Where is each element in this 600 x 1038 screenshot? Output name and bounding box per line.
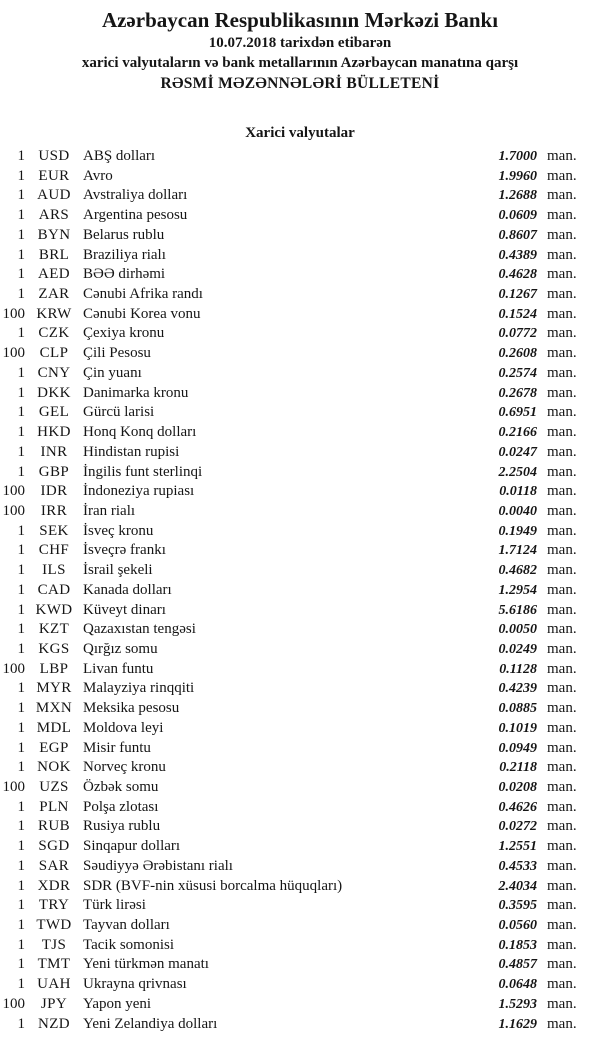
- currency-name: Qazaxıstan tengəsi: [83, 621, 196, 638]
- currency-unit: man.: [547, 818, 577, 835]
- currency-quantity: 1: [17, 424, 25, 441]
- table-row: [0, 679, 600, 699]
- currency-code: MYR: [36, 680, 72, 697]
- currency-unit: man.: [547, 857, 577, 874]
- currency-rate: 0.4628: [498, 267, 537, 283]
- currency-code: TJS: [41, 936, 67, 953]
- currency-name: Tayvan dolları: [83, 917, 170, 934]
- currency-unit: man.: [547, 976, 577, 993]
- currency-name: Yeni türkmən manatı: [83, 956, 209, 973]
- currency-unit: man.: [547, 502, 577, 519]
- currency-name: Livan funtu: [83, 660, 154, 677]
- table-row: [0, 837, 600, 857]
- currency-unit: man.: [547, 167, 577, 184]
- currency-unit: man.: [547, 838, 577, 855]
- currency-unit: man.: [547, 798, 577, 815]
- date-line: 10.07.2018 tarixdən etibarən: [208, 35, 392, 51]
- table-row: [0, 403, 600, 423]
- currency-name: Küveyt dinarı: [83, 601, 166, 618]
- currency-name: Argentina pesosu: [83, 207, 188, 224]
- currency-quantity: 1: [17, 226, 25, 243]
- currency-unit: man.: [547, 345, 577, 362]
- table-row: [0, 581, 600, 601]
- rates-table: [0, 147, 600, 1034]
- currency-name: Yapon yeni: [83, 995, 152, 1012]
- currency-quantity: 1: [17, 443, 25, 460]
- table-row: [0, 739, 600, 759]
- currency-quantity: 1: [17, 700, 25, 717]
- table-row: [0, 167, 600, 187]
- currency-rate: 0.4239: [498, 681, 537, 697]
- currency-name: Gürcü larisi: [83, 404, 155, 421]
- table-row: [0, 482, 600, 502]
- currency-code: MXN: [35, 700, 73, 717]
- currency-rate: 0.1853: [498, 937, 537, 953]
- currency-quantity: 1: [17, 167, 25, 184]
- currency-rate: 0.2678: [498, 385, 537, 401]
- table-row: [0, 699, 600, 719]
- currency-unit: man.: [547, 325, 577, 342]
- currency-quantity: 1: [17, 325, 25, 342]
- currency-code: DKK: [37, 384, 71, 401]
- currency-quantity: 1: [17, 581, 25, 598]
- currency-quantity: 1: [17, 246, 25, 263]
- currency-quantity: 1: [17, 897, 25, 914]
- currency-rate: 1.7000: [498, 149, 537, 164]
- currency-quantity: 1: [17, 798, 25, 815]
- currency-unit: man.: [547, 581, 577, 598]
- currency-rate: 0.6951: [498, 405, 537, 421]
- currency-rate: 0.0949: [498, 740, 537, 756]
- table-row: [0, 186, 600, 206]
- currency-unit: man.: [547, 443, 577, 460]
- currency-code: EGP: [39, 739, 69, 756]
- currency-quantity: 1: [17, 463, 25, 480]
- currency-unit: man.: [547, 660, 577, 677]
- currency-name: Hindistan rupisi: [83, 443, 180, 460]
- section-title: Xarici valyutalar: [245, 125, 355, 141]
- currency-rate: 1.5293: [498, 996, 537, 1012]
- currency-unit: man.: [547, 246, 577, 263]
- table-row: [0, 463, 600, 483]
- currency-rate: 0.0050: [498, 622, 537, 638]
- currency-quantity: 100: [2, 483, 25, 500]
- table-row: [0, 640, 600, 660]
- currency-rate: 0.0040: [498, 503, 537, 519]
- table-row: [0, 226, 600, 246]
- currency-name: Malayziya rinqqiti: [83, 680, 195, 697]
- currency-rate: 0.1128: [499, 661, 537, 677]
- currency-rate: 0.0609: [498, 208, 537, 224]
- table-row: [0, 384, 600, 404]
- currency-unit: man.: [547, 700, 577, 717]
- currency-rate: 1.2954: [498, 582, 537, 598]
- table-row: [0, 778, 600, 798]
- currency-name: İsveçrə frankı: [83, 542, 166, 559]
- currency-rate: 1.1629: [498, 1016, 537, 1032]
- currency-name: Sinqapur dolları: [83, 838, 181, 855]
- currency-rate: 0.2574: [498, 365, 537, 381]
- currency-code: CLP: [39, 345, 69, 362]
- currency-unit: man.: [547, 995, 577, 1012]
- currency-code: IDR: [40, 483, 68, 500]
- currency-quantity: 1: [17, 207, 25, 224]
- currency-rate: 0.0118: [499, 484, 537, 500]
- currency-quantity: 1: [17, 936, 25, 953]
- currency-rate: 2.2504: [498, 464, 537, 480]
- currency-code: INR: [40, 443, 68, 460]
- currency-quantity: 1: [17, 404, 25, 421]
- table-row: [0, 541, 600, 561]
- currency-rate: 0.0208: [498, 780, 537, 795]
- table-row: [0, 719, 600, 739]
- currency-quantity: 1: [17, 719, 25, 736]
- currency-quantity: 1: [17, 759, 25, 776]
- currency-rate: 0.4626: [498, 799, 537, 815]
- currency-name: Çexiya kronu: [83, 325, 165, 342]
- currency-unit: man.: [547, 680, 577, 697]
- table-row: [0, 502, 600, 522]
- currency-unit: man.: [547, 384, 577, 401]
- table-row: [0, 601, 600, 621]
- currency-unit: man.: [547, 719, 577, 736]
- currency-code: LBP: [39, 660, 69, 677]
- currency-quantity: 1: [17, 838, 25, 855]
- currency-name: İran rialı: [83, 502, 136, 519]
- currency-rate: 1.7124: [498, 543, 537, 559]
- currency-name: İndoneziya rupiası: [83, 483, 195, 500]
- currency-quantity: 1: [17, 522, 25, 539]
- currency-code: NZD: [37, 1015, 71, 1032]
- currency-code: SGD: [38, 838, 70, 855]
- currency-rate: 0.0885: [498, 701, 537, 717]
- table-row: [0, 877, 600, 897]
- table-row: [0, 857, 600, 877]
- currency-name: İngilis funt sterlinqi: [83, 463, 203, 480]
- currency-code: TRY: [38, 897, 70, 914]
- currency-code: CAD: [37, 581, 71, 598]
- currency-name: SDR (BVF-nin xüsusi borcalma hüquqları): [83, 877, 343, 894]
- table-row: [0, 522, 600, 542]
- currency-rate: 0.2608: [498, 346, 537, 362]
- currency-name: BƏƏ dirhəmi: [83, 266, 166, 283]
- table-row: [0, 995, 600, 1015]
- currency-unit: man.: [547, 424, 577, 441]
- currency-name: Cənubi Korea vonu: [83, 305, 201, 322]
- currency-quantity: 1: [17, 739, 25, 756]
- currency-code: KZT: [38, 621, 70, 638]
- currency-quantity: 1: [17, 364, 25, 381]
- currency-name: Ukrayna qrivnası: [83, 976, 187, 993]
- currency-rate: 0.0272: [498, 819, 537, 835]
- table-row: [0, 364, 600, 384]
- table-row: [0, 305, 600, 325]
- currency-code: CZK: [38, 325, 70, 342]
- currency-code: BYN: [37, 226, 71, 243]
- currency-code: CNY: [37, 364, 71, 381]
- table-row: [0, 798, 600, 818]
- currency-rate: 0.0772: [498, 326, 537, 342]
- currency-rate: 0.3595: [498, 898, 537, 914]
- currency-quantity: 1: [17, 818, 25, 835]
- currency-unit: man.: [547, 522, 577, 539]
- currency-quantity: 100: [2, 660, 25, 677]
- table-row: [0, 147, 600, 167]
- currency-name: Danimarka kronu: [83, 384, 189, 401]
- currency-code: KWD: [35, 601, 73, 618]
- table-row: [0, 936, 600, 956]
- currency-quantity: 1: [17, 384, 25, 401]
- currency-unit: man.: [547, 601, 577, 618]
- currency-name: Kanada dolları: [83, 581, 172, 598]
- table-row: [0, 344, 600, 364]
- currency-unit: man.: [547, 936, 577, 953]
- table-row: [0, 620, 600, 640]
- currency-name: Türk lirəsi: [83, 897, 146, 914]
- currency-rate: 0.1524: [498, 306, 537, 322]
- currency-unit: man.: [547, 286, 577, 303]
- currency-unit: man.: [547, 640, 577, 657]
- table-row: [0, 660, 600, 680]
- currency-rate: 0.0560: [498, 918, 537, 934]
- currency-quantity: 100: [2, 345, 25, 362]
- table-row: [0, 324, 600, 344]
- currency-quantity: 1: [17, 621, 25, 638]
- currency-name: Özbək somu: [83, 779, 159, 795]
- currency-unit: man.: [547, 542, 577, 559]
- currency-rate: 0.2166: [498, 425, 537, 441]
- currency-quantity: 1: [17, 266, 25, 283]
- bulletin-title: RƏSMİ MƏZƏNNƏLƏRİ BÜLLETENİ: [160, 75, 440, 92]
- currency-quantity: 1: [17, 187, 25, 204]
- currency-code: XDR: [37, 877, 71, 894]
- currency-unit: man.: [547, 207, 577, 224]
- currency-unit: man.: [547, 187, 577, 204]
- currency-name: Moldova leyi: [83, 719, 164, 736]
- table-row: [0, 975, 600, 995]
- currency-unit: man.: [547, 877, 577, 894]
- currency-quantity: 1: [17, 640, 25, 657]
- currency-unit: man.: [547, 404, 577, 421]
- currency-unit: man.: [547, 463, 577, 480]
- currency-name: Norveç kronu: [83, 759, 166, 776]
- currency-code: BRL: [38, 246, 70, 263]
- currency-code: NOK: [37, 759, 71, 776]
- currency-rate: 0.0648: [498, 977, 537, 993]
- subtitle-line: xarici valyutaların və bank metallarının Azərbaycan manatına qarşı: [81, 55, 519, 71]
- currency-unit: man.: [547, 483, 577, 500]
- currency-code: TMT: [37, 956, 71, 973]
- currency-quantity: 100: [2, 995, 25, 1012]
- currency-unit: man.: [547, 148, 577, 164]
- currency-name: Braziliya rialı: [83, 246, 166, 263]
- currency-name: Meksika pesosu: [83, 700, 180, 717]
- currency-quantity: 1: [17, 680, 25, 697]
- currency-quantity: 100: [2, 502, 25, 519]
- table-row: [0, 1015, 600, 1035]
- table-row: [0, 423, 600, 443]
- currency-unit: man.: [547, 226, 577, 243]
- currency-code: AUD: [37, 187, 71, 204]
- currency-rate: 0.4682: [498, 563, 537, 579]
- currency-rate: 0.2118: [499, 760, 537, 776]
- currency-quantity: 1: [17, 976, 25, 993]
- currency-rate: 0.0247: [498, 444, 537, 460]
- table-row: [0, 285, 600, 305]
- currency-name: İsveç kronu: [83, 522, 154, 539]
- currency-code: KRW: [36, 305, 72, 322]
- currency-rate: 2.4034: [498, 878, 537, 894]
- currency-code: AED: [37, 266, 71, 283]
- currency-unit: man.: [547, 917, 577, 934]
- currency-name: Səudiyyə Ərəbistanı rialı: [83, 857, 233, 874]
- currency-rate: 0.1019: [498, 720, 537, 736]
- currency-name: Yeni Zelandiya dolları: [83, 1015, 218, 1032]
- currency-code: ARS: [38, 207, 70, 224]
- currency-name: Avstraliya dolları: [83, 187, 188, 204]
- currency-name: Belarus rublu: [83, 226, 165, 243]
- currency-unit: man.: [547, 759, 577, 776]
- table-row: [0, 916, 600, 936]
- currency-code: JPY: [40, 995, 68, 1012]
- currency-code: HKD: [37, 424, 71, 441]
- table-row: [0, 817, 600, 837]
- currency-name: Çin yuanı: [83, 364, 142, 381]
- currency-unit: man.: [547, 1015, 577, 1032]
- table-row: [0, 758, 600, 778]
- currency-name: Honq Konq dolları: [83, 424, 197, 441]
- currency-code: SEK: [39, 522, 69, 539]
- currency-code: UZS: [39, 779, 69, 795]
- currency-rate: 0.1267: [498, 287, 537, 303]
- currency-name: Qırğız somu: [83, 640, 158, 657]
- currency-code: GEL: [38, 404, 70, 421]
- currency-name: Avro: [83, 167, 113, 184]
- currency-name: İsrail şekeli: [83, 562, 153, 579]
- table-row: [0, 265, 600, 285]
- currency-rate: 0.8607: [498, 227, 537, 243]
- currency-name: Tacik somonisi: [83, 936, 175, 953]
- currency-code: CHF: [38, 542, 70, 559]
- currency-code: SAR: [38, 857, 70, 874]
- currency-unit: man.: [547, 956, 577, 973]
- currency-code: RUB: [37, 818, 71, 835]
- currency-code: TWD: [36, 917, 72, 934]
- currency-rate: 0.1949: [498, 523, 537, 539]
- currency-rate: 1.9960: [498, 168, 537, 184]
- currency-code: PLN: [39, 798, 69, 815]
- currency-quantity: 1: [17, 917, 25, 934]
- currency-code: EUR: [38, 167, 70, 184]
- currency-unit: man.: [547, 266, 577, 283]
- table-row: [0, 896, 600, 916]
- currency-quantity: 1: [17, 601, 25, 618]
- currency-quantity: 1: [17, 562, 25, 579]
- currency-rate: 0.0249: [498, 641, 537, 657]
- currency-quantity: 1: [17, 1015, 25, 1032]
- currency-code: GBP: [38, 463, 70, 480]
- currency-name: Misir funtu: [83, 739, 151, 756]
- currency-unit: man.: [547, 779, 577, 795]
- currency-unit: man.: [547, 364, 577, 381]
- table-row: [0, 246, 600, 266]
- currency-name: Rusiya rublu: [83, 818, 161, 835]
- currency-quantity: 1: [17, 542, 25, 559]
- currency-name: Çili Pesosu: [83, 345, 151, 362]
- currency-code: MDL: [36, 719, 72, 736]
- currency-quantity: 1: [17, 148, 25, 164]
- currency-unit: man.: [547, 739, 577, 756]
- currency-code: USD: [38, 148, 70, 164]
- table-row: [0, 206, 600, 226]
- table-row: [0, 955, 600, 975]
- currency-quantity: 1: [17, 286, 25, 303]
- currency-code: UAH: [37, 976, 71, 993]
- currency-code: ZAR: [38, 286, 70, 303]
- currency-unit: man.: [547, 305, 577, 322]
- currency-rate: 1.2688: [498, 188, 537, 204]
- currency-name: Polşa zlotası: [83, 798, 159, 815]
- currency-rate: 0.4389: [498, 247, 537, 263]
- currency-name: Cənubi Afrika randı: [83, 286, 203, 303]
- currency-rate: 0.4857: [498, 957, 537, 973]
- table-row: [0, 561, 600, 581]
- currency-quantity: 1: [17, 857, 25, 874]
- page-title: Azərbaycan Respublikasının Mərkəzi Bankı: [101, 8, 499, 32]
- currency-unit: man.: [547, 621, 577, 638]
- currency-name: ABŞ dolları: [83, 148, 156, 164]
- currency-rate: 1.2551: [498, 839, 537, 855]
- currency-quantity: 1: [17, 956, 25, 973]
- currency-quantity: 1: [17, 877, 25, 894]
- currency-unit: man.: [547, 897, 577, 914]
- currency-quantity: 100: [2, 305, 25, 322]
- currency-unit: man.: [547, 562, 577, 579]
- currency-rate: 0.4533: [498, 858, 537, 874]
- currency-quantity: 100: [2, 779, 25, 795]
- currency-code: IRR: [40, 502, 68, 519]
- table-row: [0, 443, 600, 463]
- currency-code: ILS: [42, 562, 66, 579]
- currency-code: KGS: [38, 640, 70, 657]
- currency-rate: 5.6186: [498, 602, 537, 618]
